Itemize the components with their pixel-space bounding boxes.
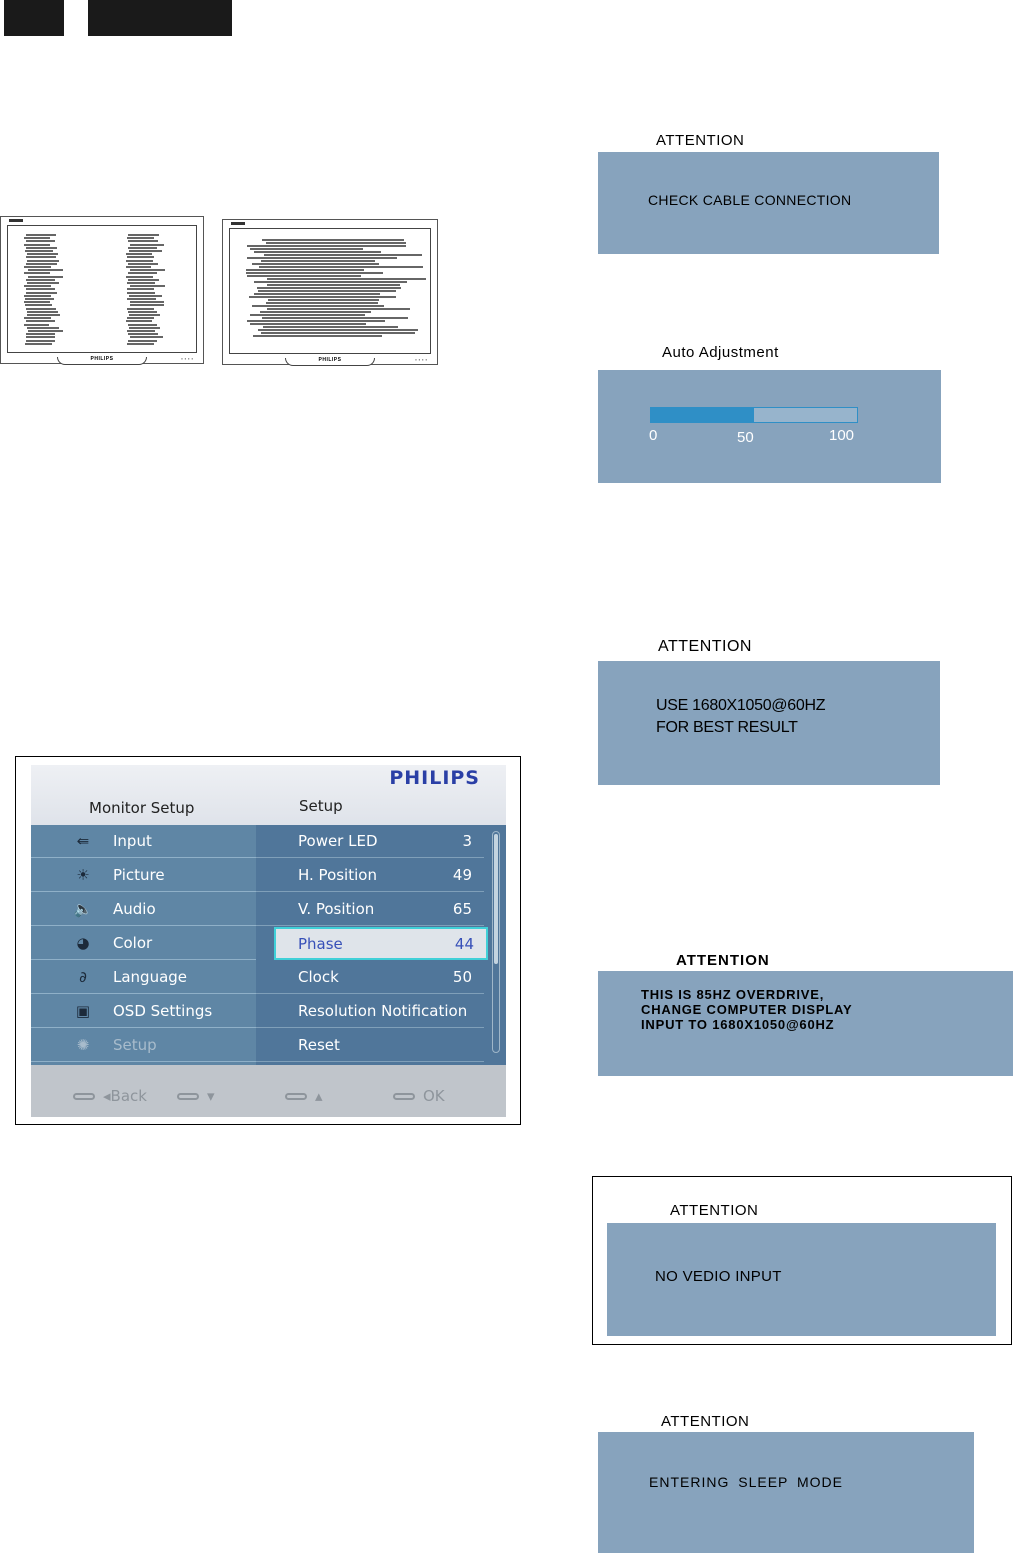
pattern-stripe [28, 276, 63, 278]
language-icon: ∂ [79, 968, 87, 986]
pattern-stripe [27, 327, 59, 329]
pattern-stripe [26, 288, 55, 290]
osd-back-button[interactable] [73, 1087, 147, 1105]
pattern-stripe [25, 250, 53, 252]
osd-submenu [256, 825, 506, 1065]
monitor-screen [7, 225, 197, 353]
no-video-message-box [607, 1223, 996, 1336]
pattern-stripe [130, 244, 164, 246]
pattern-stripe [27, 314, 60, 316]
pattern-stripe [130, 269, 165, 271]
osd-submenu-label: Phase [298, 934, 343, 953]
pattern-stripe [126, 320, 152, 322]
pattern-stripe [127, 343, 154, 345]
sleep-message-box [598, 1432, 974, 1553]
pattern-stripe [262, 239, 404, 241]
osd-submenu-value: 49 [452, 866, 472, 884]
resolution-message-title: ATTENTION [658, 638, 752, 655]
osd-menu-label: Color [113, 934, 153, 952]
pattern-stripe [267, 308, 410, 310]
osd-submenu-item-h-position[interactable] [256, 859, 484, 892]
pattern-stripe [247, 245, 406, 247]
osd-title-left: Monitor Setup [89, 799, 195, 817]
pattern-stripe [24, 317, 50, 319]
pattern-stripe [24, 237, 50, 239]
osd-submenu-label: Power LED [298, 832, 378, 850]
osd-submenu-value: 44 [454, 934, 474, 953]
osd-menu-item-audio[interactable] [31, 893, 256, 926]
button-pill-icon [73, 1093, 95, 1100]
pattern-stripe [250, 314, 365, 316]
osd-submenu-label: V. Position [298, 900, 375, 918]
pattern-stripe [263, 326, 397, 328]
pattern-stripe [126, 253, 152, 255]
osd-submenu-item-clock[interactable] [256, 961, 484, 994]
progress-max-label: 100 [829, 427, 855, 444]
pattern-stripe [266, 242, 405, 244]
pattern-stripe [261, 332, 415, 334]
osd-up-button[interactable] [285, 1087, 323, 1105]
pattern-stripe [130, 304, 164, 306]
pattern-stripe [128, 272, 157, 274]
monitor-label [9, 219, 23, 222]
osd-submenu-item-phase[interactable] [274, 927, 488, 960]
cable-message-text: CHECK CABLE CONNECTION [648, 192, 852, 208]
osd-submenu-item-reset[interactable] [256, 1029, 484, 1062]
pattern-stripe [27, 260, 59, 262]
osd-screen [31, 765, 506, 1117]
pattern-stripe [130, 285, 165, 287]
pattern-stripe [261, 260, 374, 262]
button-pill-icon [393, 1093, 415, 1100]
pattern-stripe [129, 295, 162, 297]
progress-mid-label: 50 [737, 429, 754, 446]
osd-menu-item-osd-settings[interactable] [31, 995, 256, 1028]
pattern-stripe [128, 247, 157, 249]
monitor-buttons: ▪▪▪▪ [181, 356, 195, 361]
pattern-stripe [127, 298, 156, 300]
no-video-message-text: NO VEDIO INPUT [655, 1268, 782, 1285]
monitor-figure-vertical-pattern [0, 216, 204, 364]
pattern-stripe [129, 250, 162, 252]
osd-menu-label: OSD Settings [113, 1002, 213, 1020]
monitor-screen [229, 228, 431, 354]
pattern-stripe [128, 333, 158, 335]
pattern-stripe [25, 298, 54, 300]
auto-adjust-title: Auto Adjustment [662, 344, 779, 361]
pattern-stripe [26, 340, 56, 342]
pattern-stripe [254, 251, 381, 253]
pattern-stripe [264, 254, 422, 256]
pattern-stripe [26, 247, 57, 249]
pattern-stripe [127, 256, 154, 258]
osd-menu-item-color[interactable] [31, 927, 256, 960]
pattern-stripe [24, 324, 49, 326]
pattern-stripe [127, 317, 154, 319]
osd-submenu-label: H. Position [298, 866, 377, 884]
pattern-stripe [26, 336, 55, 338]
overdrive-message-line2: CHANGE COMPUTER DISPLAY [641, 1002, 853, 1017]
osd-ok-label: OK [423, 1087, 445, 1105]
pattern-stripe [130, 336, 163, 338]
osd-up-label: ▴ [315, 1087, 323, 1105]
pattern-stripe [247, 320, 386, 322]
pattern-stripe [128, 340, 157, 342]
pattern-stripe [26, 234, 56, 236]
pattern-stripe [24, 244, 50, 246]
osd-menu-label: Audio [113, 900, 156, 918]
osd-photo-frame [15, 756, 521, 1125]
osd-scroll-thumb[interactable] [494, 834, 498, 964]
osd-title-right: Setup [299, 797, 343, 815]
osd-submenu-label: Reset [298, 1036, 340, 1054]
auto-adjust-box [598, 370, 941, 483]
monitor-buttons: ▪▪▪▪ [415, 357, 429, 362]
pattern-stripe [129, 327, 160, 329]
button-pill-icon [285, 1093, 307, 1100]
osd-button-bar [31, 1065, 506, 1117]
pattern-stripe [127, 237, 154, 239]
pattern-stripe [26, 308, 56, 310]
osd-submenu-item-resolution-notification[interactable] [256, 995, 484, 1028]
osd-submenu-value: 3 [462, 832, 472, 850]
pattern-stripe [127, 292, 155, 294]
resolution-message-line2: FOR BEST RESULT [656, 719, 798, 736]
pattern-stripe [258, 290, 396, 292]
osd-submenu-label: Clock [298, 968, 339, 986]
sleep-message-title: ATTENTION [661, 1413, 750, 1430]
overdrive-message-line3: INPUT TO 1680X1050@60HZ [641, 1017, 835, 1032]
pattern-stripe [128, 263, 158, 265]
osd-main-menu [31, 825, 256, 1065]
osd-menu-item-language[interactable] [31, 961, 256, 994]
osd-menu-label: Input [113, 832, 152, 850]
osd-menu-item-input[interactable] [31, 825, 256, 858]
pattern-stripe [25, 343, 53, 345]
pattern-stripe [250, 323, 367, 325]
pattern-stripe [249, 296, 396, 298]
pattern-stripe [128, 311, 157, 313]
pattern-stripe [127, 330, 155, 332]
overdrive-message-line1: THIS IS 85HZ OVERDRIVE, [641, 987, 825, 1002]
osd-submenu-item-power-led[interactable] [256, 825, 484, 858]
input-icon: ⇚ [76, 832, 90, 850]
progress-min-label: 0 [649, 427, 658, 444]
pattern-stripe [28, 330, 63, 332]
pattern-stripe [25, 304, 52, 306]
cable-message-box [598, 152, 939, 254]
pattern-stripe [24, 272, 50, 274]
osd-down-button[interactable] [177, 1087, 215, 1105]
pattern-stripe [252, 305, 383, 307]
pattern-stripe [258, 329, 418, 331]
setup-icon: ✺ [76, 1036, 90, 1054]
osd-submenu-item-v-position[interactable] [256, 893, 484, 926]
osd-scrollbar[interactable] [492, 831, 500, 1053]
monitor-logo: PHILIPS [90, 356, 114, 362]
header-block-left [4, 0, 64, 36]
pattern-stripe [259, 266, 423, 268]
pattern-stripe [127, 308, 154, 310]
monitor-label [231, 222, 245, 225]
pattern-stripe [260, 311, 371, 313]
button-pill-icon [177, 1093, 199, 1100]
auto-adjust-progress-bar [650, 407, 858, 423]
pattern-stripe [247, 257, 398, 259]
pattern-stripe [266, 302, 378, 304]
pattern-stripe [254, 293, 380, 295]
pattern-stripe [128, 324, 157, 326]
pattern-stripe [246, 272, 383, 274]
cable-message-title: ATTENTION [656, 132, 745, 149]
monitor-logo: PHILIPS [318, 357, 342, 363]
pattern-stripe [126, 260, 153, 262]
pattern-stripe [257, 287, 401, 289]
pattern-stripe [262, 317, 407, 319]
osd-submenu-label: Resolution Notification [298, 1002, 468, 1020]
pattern-stripe [129, 314, 161, 316]
no-video-message-title: ATTENTION [670, 1202, 759, 1219]
pattern-stripe [27, 282, 59, 284]
osd-ok-button[interactable] [393, 1087, 445, 1105]
pattern-stripe [252, 263, 378, 265]
osd-menu-item-setup[interactable] [31, 1029, 256, 1062]
pattern-stripe [267, 278, 426, 280]
auto-adjust-progress-fill [651, 408, 754, 422]
osd-submenu-value: 65 [452, 900, 472, 918]
pattern-stripe [128, 240, 158, 242]
color-icon: ◕ [76, 934, 90, 952]
pattern-stripe [24, 266, 51, 268]
pattern-stripe [254, 281, 407, 283]
pattern-stripe [128, 279, 159, 281]
resolution-message-line1: USE 1680X1050@60HZ [656, 697, 826, 714]
pattern-stripe [126, 266, 152, 268]
picture-icon: ☀ [76, 866, 90, 884]
pattern-stripe [26, 320, 56, 322]
osd-menu-label: Language [113, 968, 188, 986]
overdrive-message-box [598, 971, 1013, 1076]
pattern-stripe [126, 276, 153, 278]
pattern-stripe [247, 275, 362, 277]
pattern-stripe [130, 301, 164, 303]
monitor-figure-horizontal-pattern [222, 219, 438, 365]
pattern-stripe [267, 284, 400, 286]
pattern-stripe [24, 295, 51, 297]
pattern-stripe [26, 240, 55, 242]
osd-submenu-value: 50 [452, 968, 472, 986]
osd-down-label: ▾ [207, 1087, 215, 1105]
osd-menu-label: Picture [113, 866, 165, 884]
pattern-stripe [26, 333, 55, 335]
pattern-stripe [253, 335, 382, 337]
pattern-stripe [26, 279, 55, 281]
pattern-stripe [250, 248, 363, 250]
pattern-stripe [27, 311, 58, 313]
resolution-message-box [598, 661, 940, 785]
osd-settings-icon: ▣ [75, 1002, 91, 1020]
pattern-stripe [26, 256, 56, 258]
header-block-right [88, 0, 232, 36]
pattern-stripe [24, 285, 51, 287]
osd-menu-item-picture[interactable] [31, 859, 256, 892]
pattern-stripe [28, 269, 62, 271]
pattern-stripe [128, 234, 159, 236]
overdrive-message-title: ATTENTION [676, 952, 770, 969]
pattern-stripe [24, 301, 50, 303]
osd-menu-label: Setup [113, 1036, 157, 1054]
pattern-stripe [268, 299, 378, 301]
osd-brand-logo: PHILIPS [389, 767, 480, 789]
sleep-message-text: ENTERING SLEEP MODE [649, 1474, 844, 1490]
pattern-stripe [127, 288, 154, 290]
pattern-stripe [127, 282, 155, 284]
audio-icon: 🔈 [73, 900, 93, 918]
pattern-stripe [26, 292, 56, 294]
pattern-stripe [27, 253, 59, 255]
pattern-stripe [246, 269, 364, 271]
pattern-stripe [26, 263, 57, 265]
osd-back-label: ◂Back [103, 1087, 147, 1105]
